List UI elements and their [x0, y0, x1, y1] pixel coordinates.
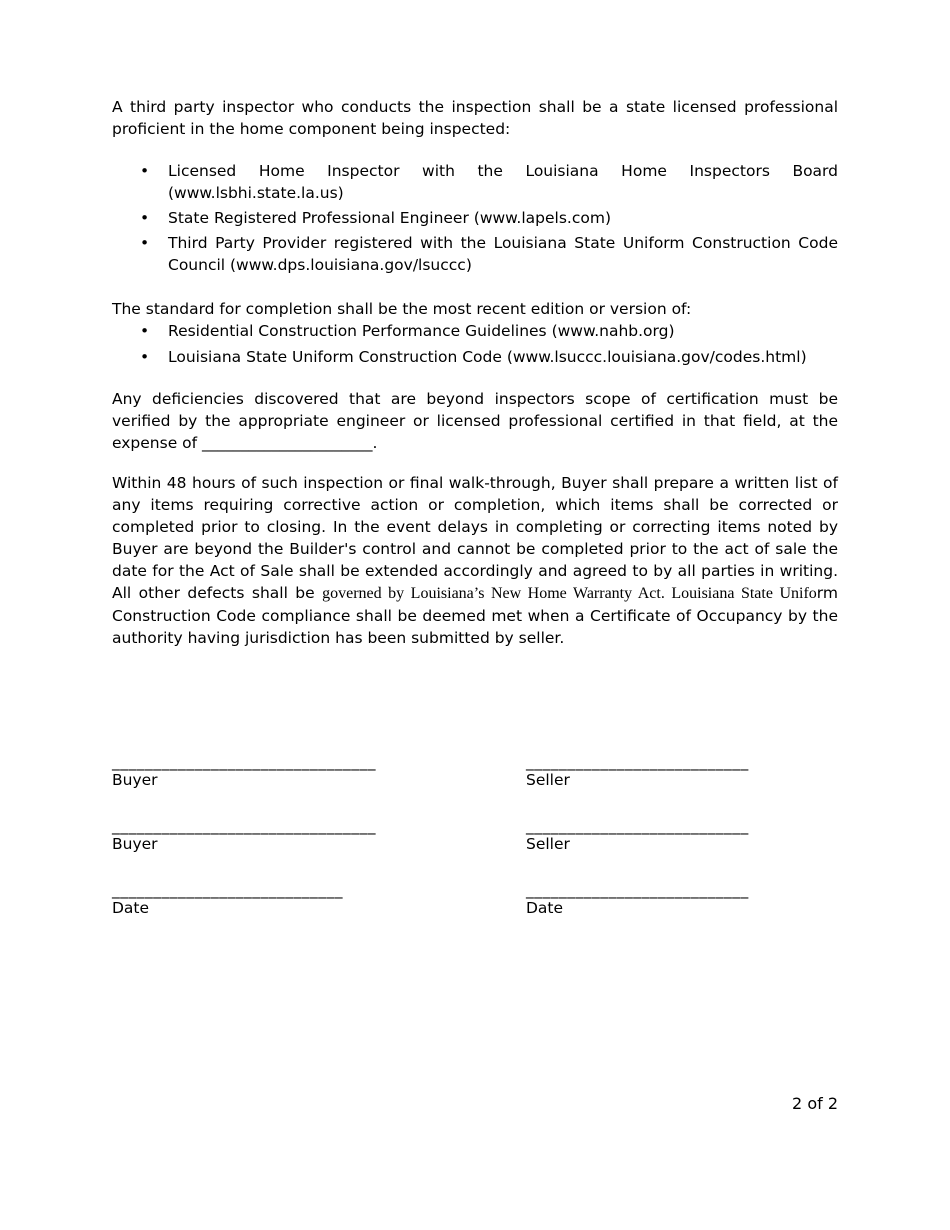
- page-number: 2 of 2: [792, 1094, 838, 1113]
- signature-row: [112, 754, 838, 818]
- list-item: [112, 160, 838, 204]
- standards-intro: The standard for completion shall be the most recent edition or version of:: [112, 300, 692, 318]
- bullet-icon: •: [140, 234, 150, 252]
- document-page: [112, 96, 838, 649]
- signature-label: Date: [112, 899, 150, 917]
- bullet-icon: •: [140, 162, 150, 180]
- bullet-icon: •: [140, 348, 150, 366]
- signature-line: ________________________________: [112, 817, 376, 835]
- seller-signature-block: [526, 818, 749, 854]
- list-item-text: Licensed Home Inspector with the Louisiana Home Inspectors Board (www.lsbhi.state.la.us): [168, 162, 838, 202]
- list-item-text: Third Party Provider registered with the Louisiana State Uniform Construction Code Council (www.dps.louisiana.gov/lsuccc): [168, 234, 838, 274]
- signature-row: [112, 882, 838, 946]
- walkthrough-text-serif: governed by Louisiana’s New Home Warranty Act. Louisiana State Unifo: [322, 585, 817, 602]
- walkthrough-text: rm Construction Code compliance shall be deemed met when a Certificate of Occupancy by the authority having jurisdiction has been submitted by seller.: [112, 584, 838, 647]
- signature-line: ___________________________: [526, 753, 749, 771]
- buyer-signature-block: [112, 754, 376, 790]
- buyer-signature-block: [112, 818, 376, 854]
- inspector-qualifications-list: [112, 160, 838, 276]
- list-item-text: Louisiana State Uniform Construction Code (www.lsuccc.louisiana.gov/codes.html): [168, 348, 807, 366]
- signature-section: [112, 754, 838, 946]
- list-item-text: State Registered Professional Engineer (www.lapels.com): [168, 209, 611, 227]
- signature-line: ________________________________: [112, 753, 376, 771]
- signature-line: ____________________________: [112, 881, 343, 899]
- list-item: [112, 232, 838, 276]
- signature-line: ___________________________: [526, 881, 749, 899]
- walkthrough-paragraph: [112, 472, 838, 649]
- signature-label: Buyer: [112, 771, 158, 789]
- bullet-icon: •: [140, 209, 150, 227]
- standards-list: [112, 320, 838, 368]
- list-item: [112, 207, 838, 229]
- signature-label: Buyer: [112, 835, 158, 853]
- signature-line: ___________________________: [526, 817, 749, 835]
- deficiencies-paragraph: Any deficiencies discovered that are beyond inspectors scope of certification must be verified by the appropriate engineer or licensed professional certified in that field, at the expense of ______________________.: [112, 390, 838, 452]
- date-signature-block: [526, 882, 749, 918]
- list-item: [112, 346, 838, 368]
- signature-label: Seller: [526, 771, 570, 789]
- bullet-icon: •: [140, 322, 150, 340]
- seller-signature-block: [526, 754, 749, 790]
- signature-label: Seller: [526, 835, 570, 853]
- signature-row: [112, 818, 838, 882]
- signature-label: Date: [526, 899, 564, 917]
- list-item-text: Residential Construction Performance Guidelines (www.nahb.org): [168, 322, 675, 340]
- walkthrough-text: Within 48 hours of such inspection or final walk-through, Buyer shall prepare a written list of any items requiring corrective action or completion, which items shall be corrected or completed prior to closing. In the event delays in completing or correcting items noted by Buyer are beyond the Builder's control and cannot be completed prior to the act of sale the date for the Act of Sale shall be extended accordingly and agreed to by all parties in writing. All other defects shall be: [112, 474, 838, 602]
- date-signature-block: [112, 882, 343, 918]
- inspector-requirement-paragraph: A third party inspector who conducts the inspection shall be a state licensed professional proficient in the home component being inspected:: [112, 98, 838, 138]
- list-item: [112, 320, 838, 342]
